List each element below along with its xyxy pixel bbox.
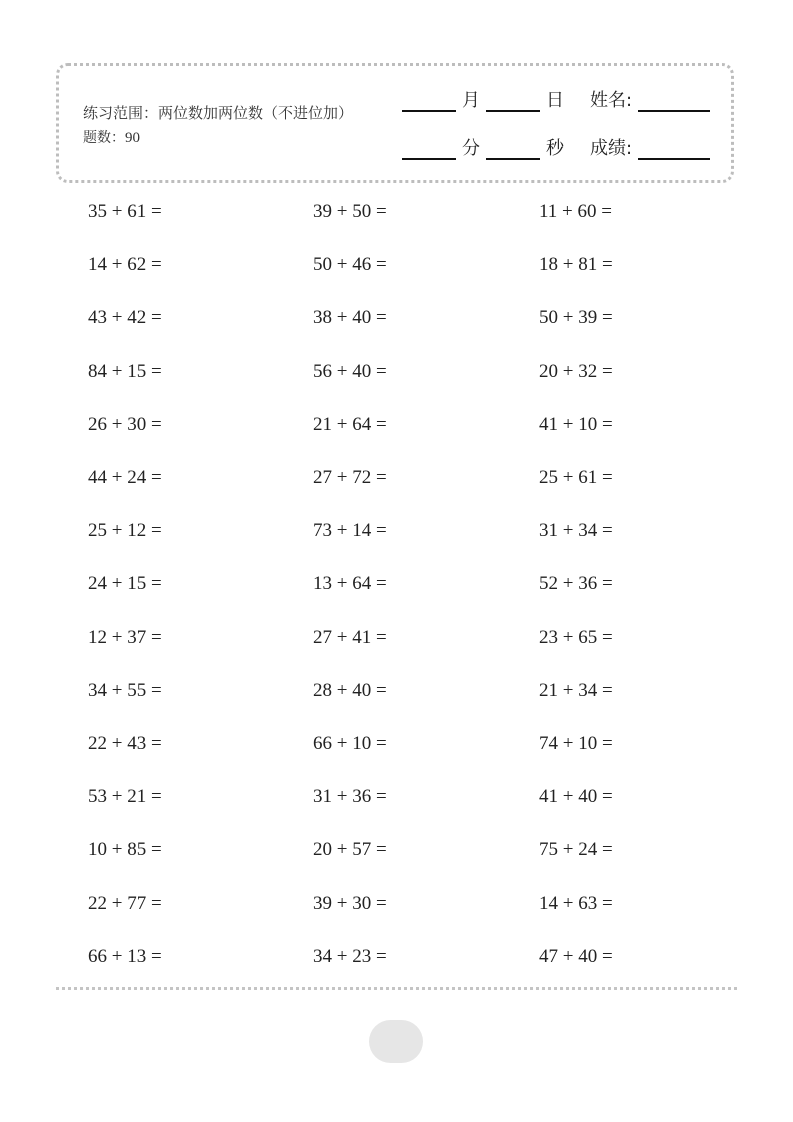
problem-item: 73 + 14 = <box>313 520 387 541</box>
page-number-badge <box>369 1020 423 1063</box>
second-label: 秒 <box>546 138 564 159</box>
problem-item: 28 + 40 = <box>313 680 387 701</box>
problem-item: 66 + 10 = <box>313 733 387 754</box>
problem-item: 84 + 15 = <box>88 361 162 382</box>
problem-item: 12 + 37 = <box>88 627 162 648</box>
problem-item: 50 + 46 = <box>313 254 387 275</box>
problem-item: 75 + 24 = <box>539 839 613 860</box>
problem-item: 44 + 24 = <box>88 467 162 488</box>
problem-item: 39 + 50 = <box>313 201 387 222</box>
problem-item: 53 + 21 = <box>88 786 162 807</box>
problem-item: 11 + 60 = <box>539 201 612 222</box>
question-count-label: 题数： <box>83 130 125 146</box>
problem-item: 10 + 85 = <box>88 839 162 860</box>
month-label: 月 <box>462 90 480 111</box>
problem-item: 47 + 40 = <box>539 946 613 967</box>
problem-item: 50 + 39 = <box>539 307 613 328</box>
problem-item: 25 + 61 = <box>539 467 613 488</box>
problem-item: 26 + 30 = <box>88 414 162 435</box>
problem-item: 21 + 64 = <box>313 414 387 435</box>
problem-item: 21 + 34 = <box>539 680 613 701</box>
second-blank[interactable] <box>486 138 540 160</box>
problem-item: 34 + 23 = <box>313 946 387 967</box>
problem-item: 14 + 63 = <box>539 893 613 914</box>
worksheet-header-box <box>56 63 734 183</box>
problem-item: 34 + 55 = <box>88 680 162 701</box>
minute-blank[interactable] <box>402 138 456 160</box>
question-count-value: 90 <box>125 130 140 146</box>
day-label: 日 <box>546 90 564 111</box>
problem-item: 22 + 43 = <box>88 733 162 754</box>
date-name-row <box>402 90 710 112</box>
problem-item: 74 + 10 = <box>539 733 613 754</box>
problem-item: 38 + 40 = <box>313 307 387 328</box>
score-label: 成绩: <box>590 138 633 159</box>
problem-item: 35 + 61 = <box>88 201 162 222</box>
problem-item: 41 + 40 = <box>539 786 613 807</box>
problem-item: 41 + 10 = <box>539 414 613 435</box>
problem-item: 43 + 42 = <box>88 307 162 328</box>
month-blank[interactable] <box>402 90 456 112</box>
problem-item: 20 + 57 = <box>313 839 387 860</box>
footer-divider <box>56 987 737 990</box>
score-blank[interactable] <box>638 138 710 160</box>
problem-item: 66 + 13 = <box>88 946 162 967</box>
problem-item: 39 + 30 = <box>313 893 387 914</box>
problem-item: 56 + 40 = <box>313 361 387 382</box>
problem-item: 23 + 65 = <box>539 627 613 648</box>
problem-item: 18 + 81 = <box>539 254 613 275</box>
practice-range-text: 练习范围：两位数加两位数（不进位加） <box>83 104 354 122</box>
minute-label: 分 <box>462 138 480 159</box>
problem-item: 25 + 12 = <box>88 520 162 541</box>
name-label: 姓名: <box>590 90 633 111</box>
problem-item: 52 + 36 = <box>539 573 613 594</box>
time-score-row <box>402 138 710 160</box>
problem-item: 13 + 64 = <box>313 573 387 594</box>
problem-item: 31 + 36 = <box>313 786 387 807</box>
problem-item: 27 + 41 = <box>313 627 387 648</box>
problem-item: 14 + 62 = <box>88 254 162 275</box>
name-blank[interactable] <box>638 90 710 112</box>
problem-item: 22 + 77 = <box>88 893 162 914</box>
day-blank[interactable] <box>486 90 540 112</box>
problem-item: 20 + 32 = <box>539 361 613 382</box>
question-count <box>83 127 140 147</box>
problem-item: 31 + 34 = <box>539 520 613 541</box>
problem-item: 27 + 72 = <box>313 467 387 488</box>
problem-item: 24 + 15 = <box>88 573 162 594</box>
